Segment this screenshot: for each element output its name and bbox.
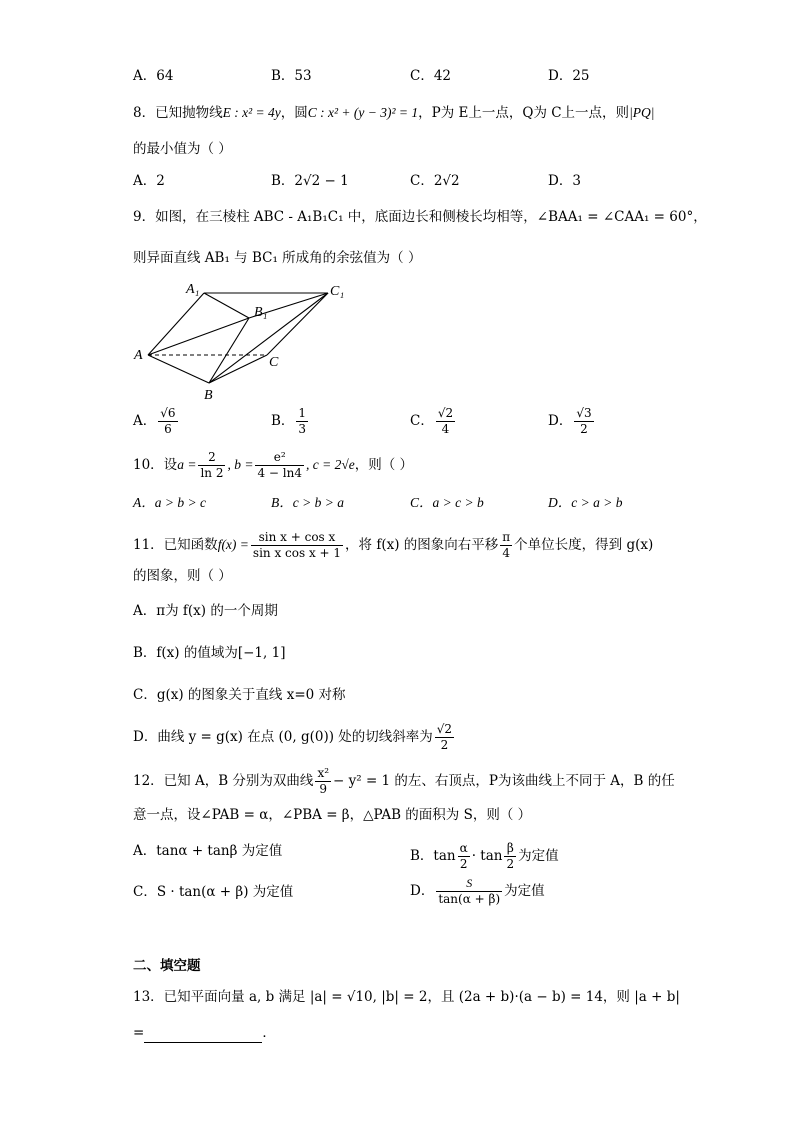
label-b1: B₁: [254, 305, 268, 320]
q12-stem-line2: 意一点，设∠PAB = α，∠PBA = β，△PAB 的面积为 S，则（ ）: [133, 807, 532, 823]
q7-option-c: C．42: [410, 68, 452, 84]
frac-den: 9: [319, 782, 328, 796]
q9-stem-line2: 则异面直线 AB₁ 与 BC₁ 所成角的余弦值为（ ）: [133, 250, 422, 266]
segment-ab1: [148, 318, 249, 355]
edge-a1b1: [204, 293, 249, 318]
q12-hyperbola-frac: [315, 766, 331, 797]
q11-option-d: [133, 722, 456, 753]
q7-option-d: D．25: [548, 68, 590, 84]
frac-num: e²: [255, 450, 304, 466]
frac-den: 4: [441, 422, 450, 436]
q12-option-d-prefix: D．: [410, 883, 435, 899]
q13-stem: 13．已知平面向量 a, b 满足 |a| = √10, |b| = 2，且 (2a + b)·(a − b) = 14，则 |a + b|: [133, 989, 680, 1005]
q12-prefix: 12．已知 A，B 分别为双曲线: [133, 773, 314, 789]
q8-circle-eq: C : x² + (y − 3)² = 1: [307, 105, 419, 120]
label-b: B: [204, 388, 213, 403]
q9-option-c-letter: C．: [410, 413, 434, 429]
q11-option-d-frac: [435, 722, 454, 753]
frac-den: sin x cos x + 1: [252, 546, 342, 560]
label-a1: A₁: [186, 282, 200, 297]
frac-den: 2: [440, 738, 449, 752]
q8-option-c-letter: C．: [410, 173, 434, 189]
label-c: C: [269, 355, 279, 370]
q8-option-b: [271, 171, 349, 191]
frac-den: 2: [459, 857, 468, 871]
q9-option-c: [410, 406, 457, 437]
q8-option-b-letter: B．: [271, 173, 295, 189]
q12-option-b-frac2: [504, 841, 516, 872]
q8-parabola-eq: E : x² = 4y: [222, 105, 281, 120]
q12-stem: [133, 766, 675, 797]
q8-option-c-math: 2√2: [433, 173, 460, 189]
q11-fx-frac: [251, 530, 343, 561]
q11-option-a: A．π为 f(x) 的一个周期: [133, 603, 278, 619]
q12-option-d: [410, 876, 545, 907]
label-a: A: [134, 348, 143, 363]
q11-option-b: B．f(x) 的值域为[−1, 1]: [133, 645, 286, 661]
q12-option-b: [410, 841, 559, 872]
q12-option-d-frac: [436, 876, 502, 907]
label-c1: C₁: [330, 284, 345, 299]
q12-option-b-prefix: B．tan: [410, 848, 456, 864]
q8-option-c: [410, 171, 460, 191]
q9-option-b-frac: [296, 406, 308, 437]
q10-prefix: 10．设: [133, 457, 178, 473]
q12-option-c: C．S · tan(α + β) 为定值: [133, 884, 294, 900]
frac-den: 2: [506, 857, 515, 871]
frac-num: √3: [576, 406, 592, 420]
q9-option-d-frac: [574, 406, 593, 437]
q12-option-b-suffix: 为定值: [518, 848, 559, 864]
q10-option-b: B．c > b > a: [271, 495, 344, 510]
frac-num: 2: [198, 450, 225, 466]
q9-stem: 9．如图，在三棱柱 ABC - A₁B₁C₁ 中，底面边长和侧棱长均相等，∠BAA₁ = ∠CAA₁ = 60°，: [133, 209, 707, 225]
q12-suffix: − y² = 1 的左、右顶点，P为该曲线上不同于 A，B 的任: [333, 773, 675, 789]
frac-den: tan(α + β): [438, 892, 501, 906]
frac-num: β: [504, 841, 516, 857]
q7-option-a: A．64: [133, 68, 174, 84]
q8-mid2: ，P为 E上一点，Q为 C上一点，则: [418, 105, 630, 121]
q8-mid1: ，圆: [280, 105, 308, 121]
frac-num: 1: [298, 406, 307, 420]
q10-b-var: , b =: [227, 457, 254, 472]
q10-option-d: D．c > a > b: [548, 495, 623, 510]
q9-option-a-frac: [158, 406, 177, 437]
q12-option-b-mid: · tan: [471, 848, 503, 864]
q13-equals: =: [133, 1025, 145, 1041]
edge-aa1: [148, 293, 204, 355]
frac-num: sin x + cos x: [251, 530, 343, 546]
q7-option-b: B．53: [271, 68, 312, 84]
frac-den: ln 2: [200, 466, 224, 480]
q9-option-b: [271, 406, 310, 437]
q13-period: ．: [262, 1025, 276, 1041]
q10-a-frac: [198, 450, 225, 481]
q12-option-a: A．tanα + tanβ 为定值: [133, 843, 283, 859]
frac-den: 2: [580, 422, 588, 436]
q11-option-d-text: D．曲线 y = g(x) 在点 (0, g(0)) 处的切线斜率为: [133, 729, 433, 745]
q11-fx: f(x) =: [217, 537, 249, 552]
q10-option-c: C．a > c > b: [410, 495, 484, 510]
q9-option-a-letter: A．: [133, 413, 157, 429]
q10-b-frac: [255, 450, 304, 481]
q12-option-b-frac1: [458, 841, 470, 872]
frac-num: S: [436, 876, 502, 892]
q10-option-a: A．a > b > c: [133, 495, 206, 510]
q11-shift-frac: [500, 530, 512, 561]
frac-den: 4: [502, 546, 511, 560]
section-fill-in-title: 二、填空题: [133, 958, 201, 974]
q11-option-c: C．g(x) 的图象关于直线 x=0 对称: [133, 687, 346, 703]
frac-den: 6: [164, 422, 172, 436]
prism-figure: [128, 278, 358, 406]
q9-option-d: [548, 406, 596, 437]
q11-stem-line2: 的图象，则（ ）: [133, 568, 232, 584]
q11-prefix: 11．已知函数: [133, 537, 218, 553]
q10-suffix: ，则（ ）: [354, 457, 414, 473]
q8-option-a: A．2: [133, 173, 165, 189]
q8-option-b-math: 2√2 − 1: [294, 173, 349, 189]
q12-option-d-suffix: 为定值: [504, 883, 545, 899]
q9-option-d-letter: D．: [548, 413, 573, 429]
q8-pq: |PQ|: [629, 105, 655, 120]
q8-option-d: D．3: [548, 173, 581, 189]
q11-suffix: 个单位长度，得到 g(x): [514, 537, 654, 553]
q10-a-var: a =: [177, 457, 197, 472]
frac-den: 4 − ln4: [257, 466, 302, 480]
frac-num: α: [459, 841, 468, 855]
q11-mid: ，将 f(x) 的图象向右平移: [345, 537, 499, 553]
q13-answer-blank[interactable]: [144, 1028, 262, 1043]
edge-ab: [148, 355, 209, 383]
q9-option-a: [133, 406, 180, 437]
q10-c-part: , c = 2√e: [305, 457, 355, 472]
q11-stem: [133, 530, 653, 561]
frac-num: π: [502, 530, 511, 544]
frac-num: √2: [437, 406, 454, 420]
frac-num: x²: [317, 766, 330, 780]
frac-num: √2: [436, 722, 453, 736]
q8-stem-line2: 的最小值为（ ）: [133, 141, 232, 157]
q8-stem: [133, 103, 654, 123]
frac-den: 3: [298, 422, 307, 436]
q13-answer-line: [133, 1023, 276, 1043]
frac-num: √6: [160, 406, 176, 420]
q9-option-c-frac: [436, 406, 455, 437]
q8-prefix: 8．已知抛物线: [133, 105, 223, 121]
q10-stem: [133, 450, 413, 481]
q9-option-b-letter: B．: [271, 413, 295, 429]
